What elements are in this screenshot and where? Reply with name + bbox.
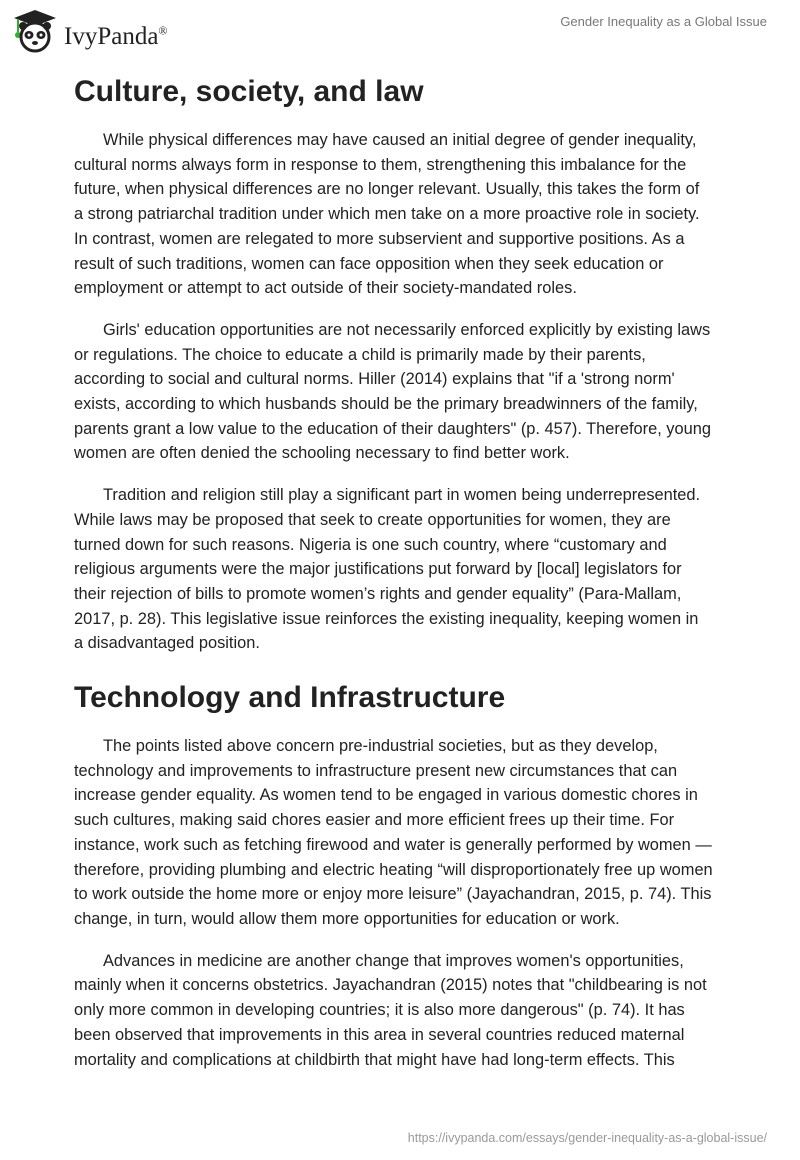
logo-name: IvyPanda	[64, 22, 159, 50]
panda-graduate-icon	[12, 8, 58, 59]
paragraph-line: according to social and cultural norms. Hiller (2014) explains that "if a 'strong norm'	[74, 370, 675, 389]
paragraph-line: result of such traditions, women can face opposition when they seek education or	[74, 254, 664, 273]
paragraph-line: religious arguments were the major justifications put forward by [local] legislators for	[74, 560, 682, 579]
logo-text	[64, 23, 168, 51]
section-heading-culture: Culture, society, and law	[74, 75, 424, 108]
paragraph-line: employment or attempt to act outside of their society-mandated roles.	[74, 279, 577, 298]
paragraph	[74, 734, 734, 932]
section-heading-technology: Technology and Infrastructure	[74, 681, 506, 715]
paragraph	[74, 483, 734, 656]
paragraph-line: parents grant a low value to the education of their daughters" (p. 457). Therefore, young	[74, 419, 711, 438]
paragraph-line: future, when physical differences are no longer relevant. Usually, this takes the form of	[74, 180, 700, 199]
paragraph	[74, 128, 734, 301]
article-content	[74, 72, 734, 1089]
paragraph-line: mortality and complications at childbirth that might have had long-term effects. This	[74, 1050, 675, 1069]
paragraph-line: women are often denied the schooling necessary to find better work.	[74, 444, 570, 463]
paragraph-line: a strong patriarchal tradition under which men take on a more proactive role in society.	[74, 205, 700, 224]
paragraph-line: The points listed above concern pre-industrial societies, but as they develop,	[103, 737, 658, 756]
paragraph-line: Advances in medicine are another change that improves women's opportunities,	[103, 951, 684, 970]
section-technology-body	[74, 734, 734, 1072]
paragraph-line: exists, according to which husbands should be the primary breadwinners of the family,	[74, 395, 698, 414]
paragraph-line: cultural norms always form in response to them, strengthening this imbalance for the	[74, 155, 687, 174]
source-url[interactable]: https://ivypanda.com/essays/gender-inequality-as-a-global-issue/	[407, 1131, 767, 1145]
ivypanda-logo[interactable]	[12, 8, 168, 59]
paragraph-line: While laws may be proposed that seek to create opportunities for women, they are	[74, 510, 671, 529]
paragraph	[74, 318, 734, 466]
section-culture-body	[74, 128, 734, 656]
paragraph-line: instance, work such as fetching firewood and water is generally performed by women —	[74, 835, 712, 854]
paragraph-line: only more common in developing countries; it is also more dangerous" (p. 74). It has	[74, 1001, 685, 1020]
paragraph-line: to work outside the home more or enjoy more leisure” (Jayachandran, 2015, p. 74). This	[74, 885, 712, 904]
paragraph-line: such cultures, making said chores easier and more efficient frees up their time. For	[74, 811, 675, 830]
paragraph	[74, 949, 734, 1073]
registered-mark: ®	[158, 23, 168, 38]
page-header	[0, 0, 800, 60]
paragraph-line: technology and improvements to infrastructure present new circumstances that can	[74, 761, 678, 780]
paragraph-line: been observed that improvements in this area in several countries reduced maternal	[74, 1025, 685, 1044]
paragraph-line: a disadvantaged position.	[74, 634, 260, 653]
paragraph-line: their rejection of bills to promote women’s rights and gender equality” (Para-Mallam,	[74, 584, 682, 603]
document-title: Gender Inequality as a Global Issue	[560, 14, 767, 29]
paragraph-line: Girls' education opportunities are not necessarily enforced explicitly by existing laws	[103, 320, 711, 339]
paragraph-line: change, in turn, would allow them more opportunities for education or work.	[74, 909, 620, 928]
paragraph-line: 2017, p. 28). This legislative issue reinforces the existing inequality, keeping women in	[74, 609, 699, 628]
paragraph-line: turned down for such reasons. Nigeria is one such country, where “customary and	[74, 535, 667, 554]
paragraph-line: mainly when it concerns obstetrics. Jayachandran (2015) notes that "childbearing is not	[74, 976, 707, 995]
paragraph-line: therefore, providing plumbing and electric heating “will disproportionately free up women	[74, 860, 713, 879]
paragraph-line: increase gender equality. As women tend to be engaged in various domestic chores in	[74, 786, 698, 805]
paragraph-line: In contrast, women are relegated to more subservient and supportive positions. As a	[74, 229, 685, 248]
paragraph-line: Tradition and religion still play a significant part in women being underrepresented.	[103, 486, 701, 505]
paragraph-line: or regulations. The choice to educate a child is primarily made by their parents,	[74, 345, 646, 364]
paragraph-line: While physical differences may have caused an initial degree of gender inequality,	[103, 131, 697, 149]
